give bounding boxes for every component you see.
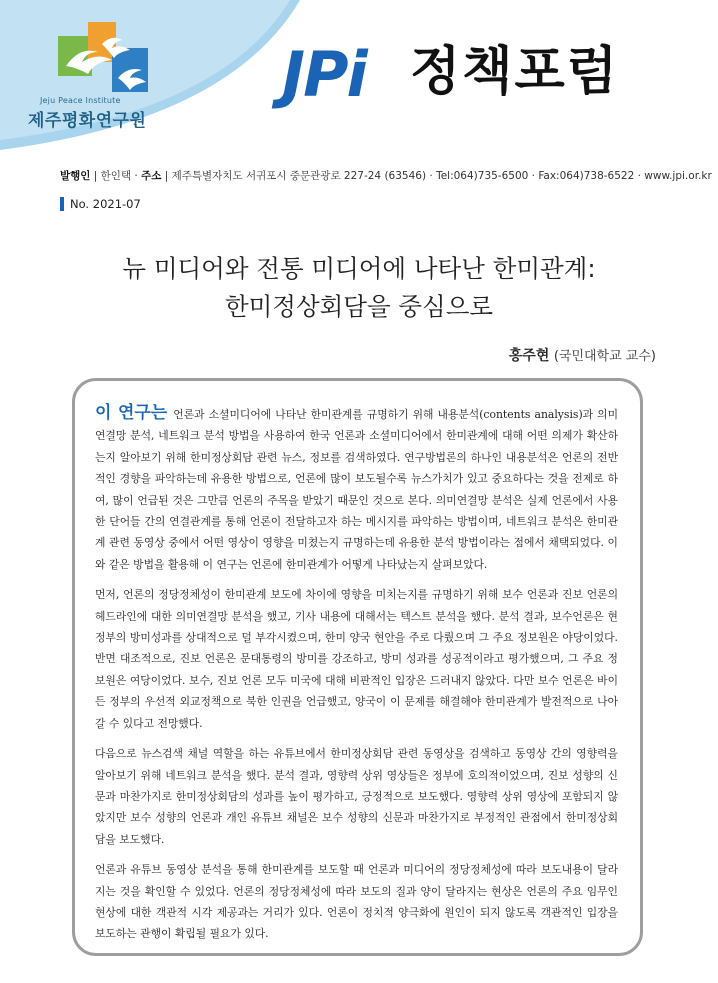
summary-paragraph-4: 언론과 유튜브 동영상 분석을 통해 한미관계를 보도할 때 언론과 미디어의 정당정체성에 따라 보도내용이 달라지는 것을 확인할 수 있었다. 언론의 정당정체성에 따라 보도의 질과 양이 달라지는 현상은 언론의 주요 임무인 현상에 대한 객관적 시각 제공과는 거리가 있다. 언론이 정치적 양극화에 원인이 되지 않도록 객관적인 입장을 보도하는 관행이 확립될 필요가 있다. (95, 863, 618, 941)
address-text: 제주특별자치도 서귀포시 중문관광로 227-24 (63546) (171, 170, 427, 182)
publisher-name: 한인택 (100, 170, 132, 182)
policy-forum-title: 정책포럼 (410, 42, 619, 102)
page-header (0, 0, 718, 150)
issue-number (60, 197, 141, 211)
publisher-info: 발행인 | 한인택 · 주소 | 제주특별자치도 서귀포시 중문관광로 227-24 (63546) · Tel:064)735-6500 · Fax:064)738-6522 · www.jpi.or.kr (60, 170, 712, 182)
author-name: 홍주현 (508, 348, 550, 364)
institute-name-en: Jeju Peace Institute (40, 96, 121, 105)
tel-text: Tel:064)735-6500 (436, 170, 529, 182)
fax-text: Fax:064)738-6522 (538, 170, 635, 182)
title-line-1: 뉴 미디어와 전통 미디어에 나타난 한미관계: (122, 254, 596, 283)
summary-paragraph-2: 먼저, 언론의 정당정체성이 한미관계 보도에 차이에 영향을 미치는지를 규명하기 위해 보수 언론과 진보 언론의 헤드라인에 대한 의미연결망 분석을 했고, 기사 내용에 대해서는 텍스트 분석을 했다. 분석 결과, 보수언론은 현 정부의 방미성과를 상대적으로 덜 부각시켰으며, 한미 양국 현안을 주로 다뤘으며 그 주요 정보원은 야당이었다. 반면 대조적으로, 진보 언론은 문대통령의 방미를 강조하고, 방미 성과를 성공적이라고 평가했으며, 그 주요 정보원은 여당이었다. 보수, 진보 언론 모두 미국에 대해 비판적인 입장은 드러내지 않았다. 다만 보수 언론은 바이든 정부의 우선적 외교정책으로 북한 인권을 언급했고, 양국이 이 문제를 해결해야 한미관계가 발전적으로 나아갈 수 있다고 전망했다. (95, 588, 618, 730)
issue-number-text: No. 2021-07 (70, 197, 141, 211)
lead-word: 이 연구는 (95, 403, 168, 423)
publisher-label: 발행인 (60, 170, 91, 182)
summary-box (72, 378, 643, 956)
document-title (40, 250, 678, 326)
address-label: 주소 (141, 170, 162, 182)
summary-paragraph-3: 다음으로 뉴스검색 채널 역할을 하는 유튜브에서 한미정상회담 관련 동영상을 검색하고 동영상 간의 영향력을 알아보기 위해 네트워크 분석을 했다. 분석 결과, 영향력 상위 영상들은 정부에 호의적이었으며, 진보 성향의 신문과 마찬가지로 한미정상회담의 성과를 높이 평가하고, 긍정적으로 보도했다. 영향력 상위 영상에 포함되지 않았지만 보수 성향의 언론과 개인 유튜브 채널은 보수 성향의 신문과 마찬가지로 부정적인 관점에서 한미정상회담을 보도했다. (95, 747, 618, 846)
author-byline (509, 345, 656, 365)
website-link[interactable]: www.jpi.or.kr (644, 170, 712, 182)
summary-content (95, 403, 618, 954)
paragraph-1-text: 언론과 소셜미디어에 나타난 한미관계를 규명하기 위해 내용분석(contents analysis)과 의미연결망 분석, 네트워크 분석 방법을 사용하여 한국 언론과 소셜미디어에서 한미관계에 대해 어떤 의제가 확산하는지 알아보기 위해 한미정상회담 관련 뉴스, 정보를 검색하였다. 연구방법론의 하나인 내용분석은 언론의 전반적인 경향을 파악하는데 유용한 방법으로, 언론에 많이 보도될수록 뉴스가치가 있고 중요하다는 것을 전제로 하여, 많이 언급된 것은 그만큼 언론의 주목을 받았기 때문인 것으로 본다. 의미연결망 분석은 실제 언론에서 사용한 단어들 간의 연결관계를 통해 언론이 전달하고자 하는 메시지를 파악하는 방법이며, 네트워크 분석은 한미관계 관련 동영상 중에서 어떤 영상이 영향을 미쳤는지 규명하는데 유용한 분석 방법이라는 점에서 채택되었다. 이와 같은 방법을 활용해 이 연구는 언론에 한미관계가 어떻게 나타났는지 살펴보았다. (95, 408, 618, 571)
title-line-2: 한미정상회담을 중심으로 (224, 292, 494, 321)
institute-name-ko: 제주평화연구원 (28, 111, 147, 131)
issue-marker-bar (60, 197, 64, 211)
jpi-logo-icon (58, 22, 150, 94)
author-affiliation: (국민대학교 교수) (553, 349, 656, 364)
summary-paragraph-1 (95, 403, 618, 575)
jpi-brand-logo: JPi (282, 38, 366, 111)
